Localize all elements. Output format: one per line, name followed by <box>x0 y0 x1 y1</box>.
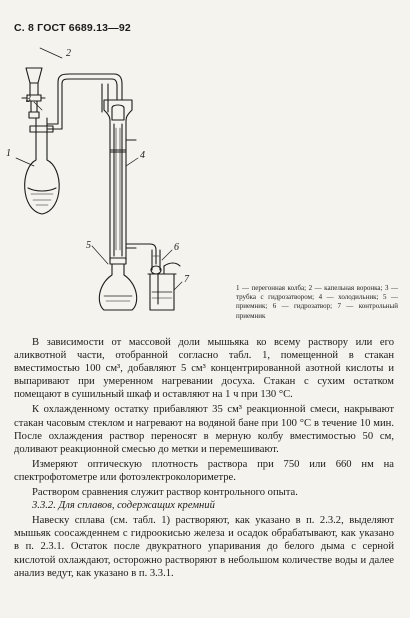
tube-with-seal <box>47 74 122 129</box>
label-5: 5 <box>86 240 91 251</box>
page-header: С. 8 ГОСТ 6689.13—92 <box>14 22 131 34</box>
paragraph: К охлажденному остатку прибавляют 35 см³ реакционной смеси, накрывают стакан часовым стеклом и нагревают на водяной бане при 100 °С в течение 10 мин. После охлаждения раствор переносят в мерную колбу вместимостью 50 см, доливают реакционной смесью до метки и перемешивают. <box>14 404 394 455</box>
label-2: 2 <box>66 48 71 59</box>
label-6: 6 <box>174 242 179 253</box>
paragraph: Навеску сплава (см. табл. 1) растворяют, как указано в п. 2.3.2, выделяют мышьяк соосажденнем с гидроокисью железа и осадок обрабатывают, как указано в п. 2.3.1. Остаток после двукратного упаривания до белого дыма с серной кислотой охлаждают, осторожно растворяют в небольшом количестве воды и далее анализ ведут, как указано в п. 3.3.1. <box>14 515 394 579</box>
label-1: 1 <box>6 148 11 159</box>
figure-legend: 1 — перегонная колба; 2 — капельная воронка; 3 — трубка с гидрозатвором; 4 — холодильник; 5 — приемник; 6 — гидрозатвор; 7 — контрольный приемник <box>236 284 398 320</box>
label-4: 4 <box>140 150 145 161</box>
condenser <box>104 100 136 260</box>
body-text <box>14 336 394 580</box>
section-heading: 3.3.2. Для сплавов, содержащих кремний <box>32 500 215 512</box>
label-7: 7 <box>184 274 189 285</box>
leader-lines <box>16 48 182 290</box>
paragraph: Измеряют оптическую плотность раствора при 750 или 660 нм на спектрофотометре или фотоэлектроколориметре. <box>14 458 394 483</box>
receiver <box>99 244 156 310</box>
distillation-flask <box>25 118 60 214</box>
paragraph: В зависимости от массовой доли мышьяка ко всему раствору или его аликвотной части, отобранной согласно табл. 1, помещенной в стакан вместимостью 100 см³, добавляют 5 см³ концентрированной азотной кислоты и выпаривают при умеренном нагревании досуха. Стакан с сухим остатком помещают в сушильный шкаф и оставляют на 1 ч при 130 °С. <box>14 337 394 401</box>
dropping-funnel <box>22 68 45 118</box>
paragraph: Раствором сравнения служит раствор контрольного опыта. <box>32 487 298 499</box>
label-3: 3 <box>26 94 31 105</box>
control-receiver <box>148 263 180 310</box>
